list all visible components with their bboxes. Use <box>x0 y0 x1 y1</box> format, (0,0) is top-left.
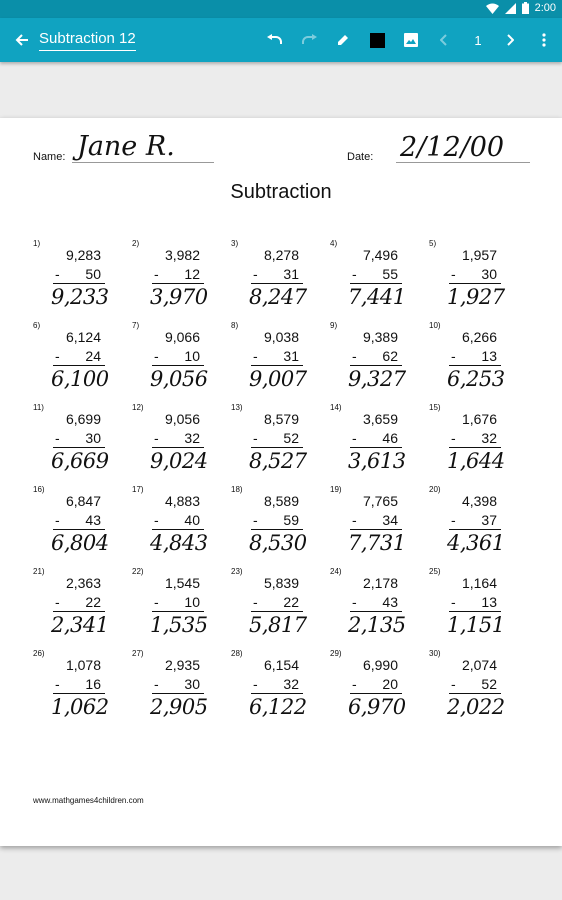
problem-17 <box>132 485 212 563</box>
minus-sign: - <box>352 430 357 446</box>
subtrahend: 13 <box>481 594 497 610</box>
date-handwriting: 2/12/00 <box>400 132 505 163</box>
problem-5 <box>429 239 509 317</box>
handwritten-answer: 6,970 <box>348 695 406 719</box>
name-handwriting: Jane R. <box>77 131 175 162</box>
minus-sign: - <box>451 676 456 692</box>
minuend: 6,847 <box>65 493 101 509</box>
handwritten-answer: 3,970 <box>150 285 208 309</box>
signal-icon <box>505 3 516 14</box>
chevron-left-icon <box>440 34 448 46</box>
handwritten-answer: 4,843 <box>150 531 208 555</box>
problem-10 <box>429 321 509 399</box>
answer-line <box>350 283 402 284</box>
subtrahend: 32 <box>184 430 200 446</box>
answer-line <box>449 611 501 612</box>
minus-sign: - <box>451 512 456 528</box>
arrow-back-icon <box>15 33 29 47</box>
minuend: 8,589 <box>263 493 299 509</box>
more-vertical-icon <box>542 33 546 47</box>
undo-icon <box>267 34 283 46</box>
subtrahend: 20 <box>382 676 398 692</box>
problem-30 <box>429 649 509 727</box>
minus-sign: - <box>253 430 258 446</box>
page-number: 1 <box>474 32 482 48</box>
minuend: 2,935 <box>164 657 200 673</box>
problem-number: 7) <box>132 321 140 330</box>
date-label: Date: <box>347 151 374 163</box>
minus-sign: - <box>55 512 60 528</box>
subtrahend: 22 <box>283 594 299 610</box>
subtrahend: 46 <box>382 430 398 446</box>
subtrahend: 59 <box>283 512 299 528</box>
answer-line <box>449 693 501 694</box>
name-label: Name: <box>33 151 66 163</box>
answer-line <box>350 529 402 530</box>
answer-line <box>449 529 501 530</box>
problem-1 <box>33 239 113 317</box>
answer-line <box>53 693 105 694</box>
problem-4 <box>330 239 410 317</box>
minus-sign: - <box>154 266 159 282</box>
problem-6 <box>33 321 113 399</box>
minuend: 8,278 <box>263 247 299 263</box>
overflow-menu-button[interactable] <box>532 18 556 62</box>
insert-image-button[interactable] <box>398 18 424 62</box>
name-underline <box>72 162 214 163</box>
problem-number: 10) <box>429 321 441 330</box>
subtrahend: 10 <box>184 348 200 364</box>
answer-line <box>53 529 105 530</box>
minuend: 2,178 <box>362 575 398 591</box>
problem-21 <box>33 567 113 645</box>
minuend: 9,056 <box>164 411 200 427</box>
answer-line <box>350 365 402 366</box>
problem-number: 3) <box>231 239 239 248</box>
subtrahend: 43 <box>85 512 101 528</box>
minus-sign: - <box>253 266 258 282</box>
wifi-icon <box>486 3 499 14</box>
subtrahend: 52 <box>481 676 497 692</box>
problem-number: 21) <box>33 567 45 576</box>
undo-button[interactable] <box>262 18 288 62</box>
handwritten-answer: 7,731 <box>348 531 406 555</box>
handwritten-answer: 8,530 <box>249 531 307 555</box>
problem-20 <box>429 485 509 563</box>
problem-number: 15) <box>429 403 441 412</box>
problem-16 <box>33 485 113 563</box>
minuend: 6,154 <box>263 657 299 673</box>
minuend: 6,124 <box>65 329 101 345</box>
minus-sign: - <box>352 594 357 610</box>
problem-number: 17) <box>132 485 144 494</box>
minuend: 3,982 <box>164 247 200 263</box>
minus-sign: - <box>451 348 456 364</box>
problem-22 <box>132 567 212 645</box>
handwritten-answer: 2,905 <box>150 695 208 719</box>
problem-number: 12) <box>132 403 144 412</box>
minuend: 1,078 <box>65 657 101 673</box>
chevron-right-icon <box>506 34 514 46</box>
problem-number: 23) <box>231 567 243 576</box>
problem-19 <box>330 485 410 563</box>
answer-line <box>152 611 204 612</box>
answer-line <box>53 283 105 284</box>
problem-number: 22) <box>132 567 144 576</box>
answer-line <box>53 447 105 448</box>
problem-number: 5) <box>429 239 437 248</box>
answer-line <box>152 447 204 448</box>
subtrahend: 30 <box>481 266 497 282</box>
problem-14 <box>330 403 410 481</box>
problem-number: 9) <box>330 321 338 330</box>
minus-sign: - <box>253 348 258 364</box>
minuend: 1,545 <box>164 575 200 591</box>
subtrahend: 32 <box>481 430 497 446</box>
handwritten-answer: 9,056 <box>150 367 208 391</box>
handwritten-answer: 2,022 <box>447 695 505 719</box>
problem-2 <box>132 239 212 317</box>
minus-sign: - <box>451 594 456 610</box>
minus-sign: - <box>154 594 159 610</box>
answer-line <box>152 283 204 284</box>
minuend: 6,990 <box>362 657 398 673</box>
subtrahend: 24 <box>85 348 101 364</box>
minus-sign: - <box>451 266 456 282</box>
subtrahend: 55 <box>382 266 398 282</box>
subtrahend: 12 <box>184 266 200 282</box>
minuend: 5,839 <box>263 575 299 591</box>
status-time: 2:00 <box>534 2 556 14</box>
problem-number: 26) <box>33 649 45 658</box>
minus-sign: - <box>253 512 258 528</box>
problem-number: 1) <box>33 239 41 248</box>
handwritten-answer: 1,151 <box>447 613 505 637</box>
problem-24 <box>330 567 410 645</box>
color-picker-button[interactable] <box>364 18 390 62</box>
answer-line <box>449 283 501 284</box>
problem-25 <box>429 567 509 645</box>
minus-sign: - <box>55 430 60 446</box>
minus-sign: - <box>352 512 357 528</box>
handwritten-answer: 6,669 <box>51 449 109 473</box>
minuend: 1,957 <box>461 247 497 263</box>
subtrahend: 50 <box>85 266 101 282</box>
problem-number: 27) <box>132 649 144 658</box>
redo-button[interactable] <box>296 18 322 62</box>
problem-7 <box>132 321 212 399</box>
answer-line <box>251 283 303 284</box>
handwritten-answer: 6,100 <box>51 367 109 391</box>
handwritten-answer: 1,062 <box>51 695 109 719</box>
minus-sign: - <box>154 430 159 446</box>
minuend: 3,659 <box>362 411 398 427</box>
answer-line <box>53 611 105 612</box>
problem-13 <box>231 403 311 481</box>
subtrahend: 30 <box>184 676 200 692</box>
answer-line <box>251 611 303 612</box>
minus-sign: - <box>55 348 60 364</box>
answer-line <box>152 365 204 366</box>
handwritten-answer: 7,441 <box>348 285 406 309</box>
problem-9 <box>330 321 410 399</box>
subtrahend: 31 <box>283 266 299 282</box>
minuend: 7,496 <box>362 247 398 263</box>
subtrahend: 37 <box>481 512 497 528</box>
problem-number: 29) <box>330 649 342 658</box>
document-title[interactable]: Subtraction 12 <box>39 30 136 51</box>
subtrahend: 34 <box>382 512 398 528</box>
problem-number: 8) <box>231 321 239 330</box>
handwritten-answer: 1,535 <box>150 613 208 637</box>
minus-sign: - <box>154 348 159 364</box>
subtrahend: 40 <box>184 512 200 528</box>
next-page-button[interactable] <box>498 18 522 62</box>
problem-28 <box>231 649 311 727</box>
problem-8 <box>231 321 311 399</box>
subtrahend: 43 <box>382 594 398 610</box>
app-toolbar <box>0 18 562 62</box>
handwritten-answer: 9,233 <box>51 285 109 309</box>
handwritten-answer: 6,253 <box>447 367 505 391</box>
handwritten-answer: 6,122 <box>249 695 307 719</box>
handwritten-answer: 9,327 <box>348 367 406 391</box>
problem-number: 11) <box>33 403 44 412</box>
minus-sign: - <box>352 266 357 282</box>
handwritten-answer: 4,361 <box>447 531 505 555</box>
problem-number: 6) <box>33 321 41 330</box>
problem-number: 20) <box>429 485 441 494</box>
answer-line <box>251 693 303 694</box>
minuend: 4,398 <box>461 493 497 509</box>
minus-sign: - <box>451 430 456 446</box>
handwritten-answer: 2,135 <box>348 613 406 637</box>
footer-url: www.mathgames4children.com <box>33 796 144 805</box>
answer-line <box>251 529 303 530</box>
handwritten-answer: 2,341 <box>51 613 109 637</box>
date-underline <box>396 162 530 163</box>
problem-number: 30) <box>429 649 441 658</box>
answer-line <box>251 447 303 448</box>
pencil-icon <box>336 33 350 47</box>
minuend: 7,765 <box>362 493 398 509</box>
battery-icon <box>522 2 529 14</box>
subtrahend: 22 <box>85 594 101 610</box>
minuend: 1,676 <box>461 411 497 427</box>
answer-line <box>350 693 402 694</box>
answer-line <box>152 693 204 694</box>
minuend: 9,066 <box>164 329 200 345</box>
status-bar <box>0 0 562 18</box>
minus-sign: - <box>253 594 258 610</box>
answer-line <box>449 447 501 448</box>
minus-sign: - <box>352 348 357 364</box>
subtrahend: 31 <box>283 348 299 364</box>
minuend: 4,883 <box>164 493 200 509</box>
problem-number: 24) <box>330 567 342 576</box>
problem-number: 18) <box>231 485 243 494</box>
color-swatch <box>370 33 385 48</box>
pen-tool-button[interactable] <box>330 18 356 62</box>
minuend: 9,038 <box>263 329 299 345</box>
handwritten-answer: 9,007 <box>249 367 307 391</box>
problem-number: 4) <box>330 239 338 248</box>
handwritten-answer: 8,247 <box>249 285 307 309</box>
problem-number: 25) <box>429 567 441 576</box>
problem-29 <box>330 649 410 727</box>
minuend: 2,363 <box>65 575 101 591</box>
minuend: 6,699 <box>65 411 101 427</box>
minus-sign: - <box>253 676 258 692</box>
minus-sign: - <box>55 266 60 282</box>
problem-number: 19) <box>330 485 342 494</box>
minuend: 6,266 <box>461 329 497 345</box>
subtrahend: 62 <box>382 348 398 364</box>
minuend: 9,283 <box>65 247 101 263</box>
problem-12 <box>132 403 212 481</box>
handwritten-answer: 8,527 <box>249 449 307 473</box>
handwritten-answer: 6,804 <box>51 531 109 555</box>
minus-sign: - <box>154 512 159 528</box>
minus-sign: - <box>55 594 60 610</box>
minuend: 2,074 <box>461 657 497 673</box>
minuend: 1,164 <box>461 575 497 591</box>
problem-27 <box>132 649 212 727</box>
problem-3 <box>231 239 311 317</box>
minus-sign: - <box>352 676 357 692</box>
problem-number: 14) <box>330 403 342 412</box>
minus-sign: - <box>154 676 159 692</box>
handwritten-answer: 1,644 <box>447 449 505 473</box>
handwritten-answer: 3,613 <box>348 449 406 473</box>
previous-page-button[interactable] <box>432 18 456 62</box>
minuend: 8,579 <box>263 411 299 427</box>
problem-number: 16) <box>33 485 45 494</box>
problem-number: 13) <box>231 403 243 412</box>
minuend: 9,389 <box>362 329 398 345</box>
problem-18 <box>231 485 311 563</box>
subtrahend: 10 <box>184 594 200 610</box>
subtrahend: 52 <box>283 430 299 446</box>
handwritten-answer: 1,927 <box>447 285 505 309</box>
subtrahend: 32 <box>283 676 299 692</box>
back-button[interactable] <box>8 18 36 62</box>
status-icons <box>486 2 556 14</box>
subtrahend: 13 <box>481 348 497 364</box>
worksheet-page[interactable] <box>0 118 562 846</box>
problem-number: 28) <box>231 649 243 658</box>
subtrahend: 30 <box>85 430 101 446</box>
minus-sign: - <box>55 676 60 692</box>
answer-line <box>449 365 501 366</box>
answer-line <box>350 447 402 448</box>
redo-icon <box>301 34 317 46</box>
image-icon <box>404 33 418 47</box>
problem-15 <box>429 403 509 481</box>
answer-line <box>350 611 402 612</box>
problem-26 <box>33 649 113 727</box>
handwritten-answer: 5,817 <box>249 613 307 637</box>
problem-number: 2) <box>132 239 140 248</box>
problem-23 <box>231 567 311 645</box>
handwritten-answer: 9,024 <box>150 449 208 473</box>
subtrahend: 16 <box>85 676 101 692</box>
worksheet-heading: Subtraction <box>230 181 332 203</box>
answer-line <box>251 365 303 366</box>
answer-line <box>152 529 204 530</box>
problem-11 <box>33 403 113 481</box>
answer-line <box>53 365 105 366</box>
